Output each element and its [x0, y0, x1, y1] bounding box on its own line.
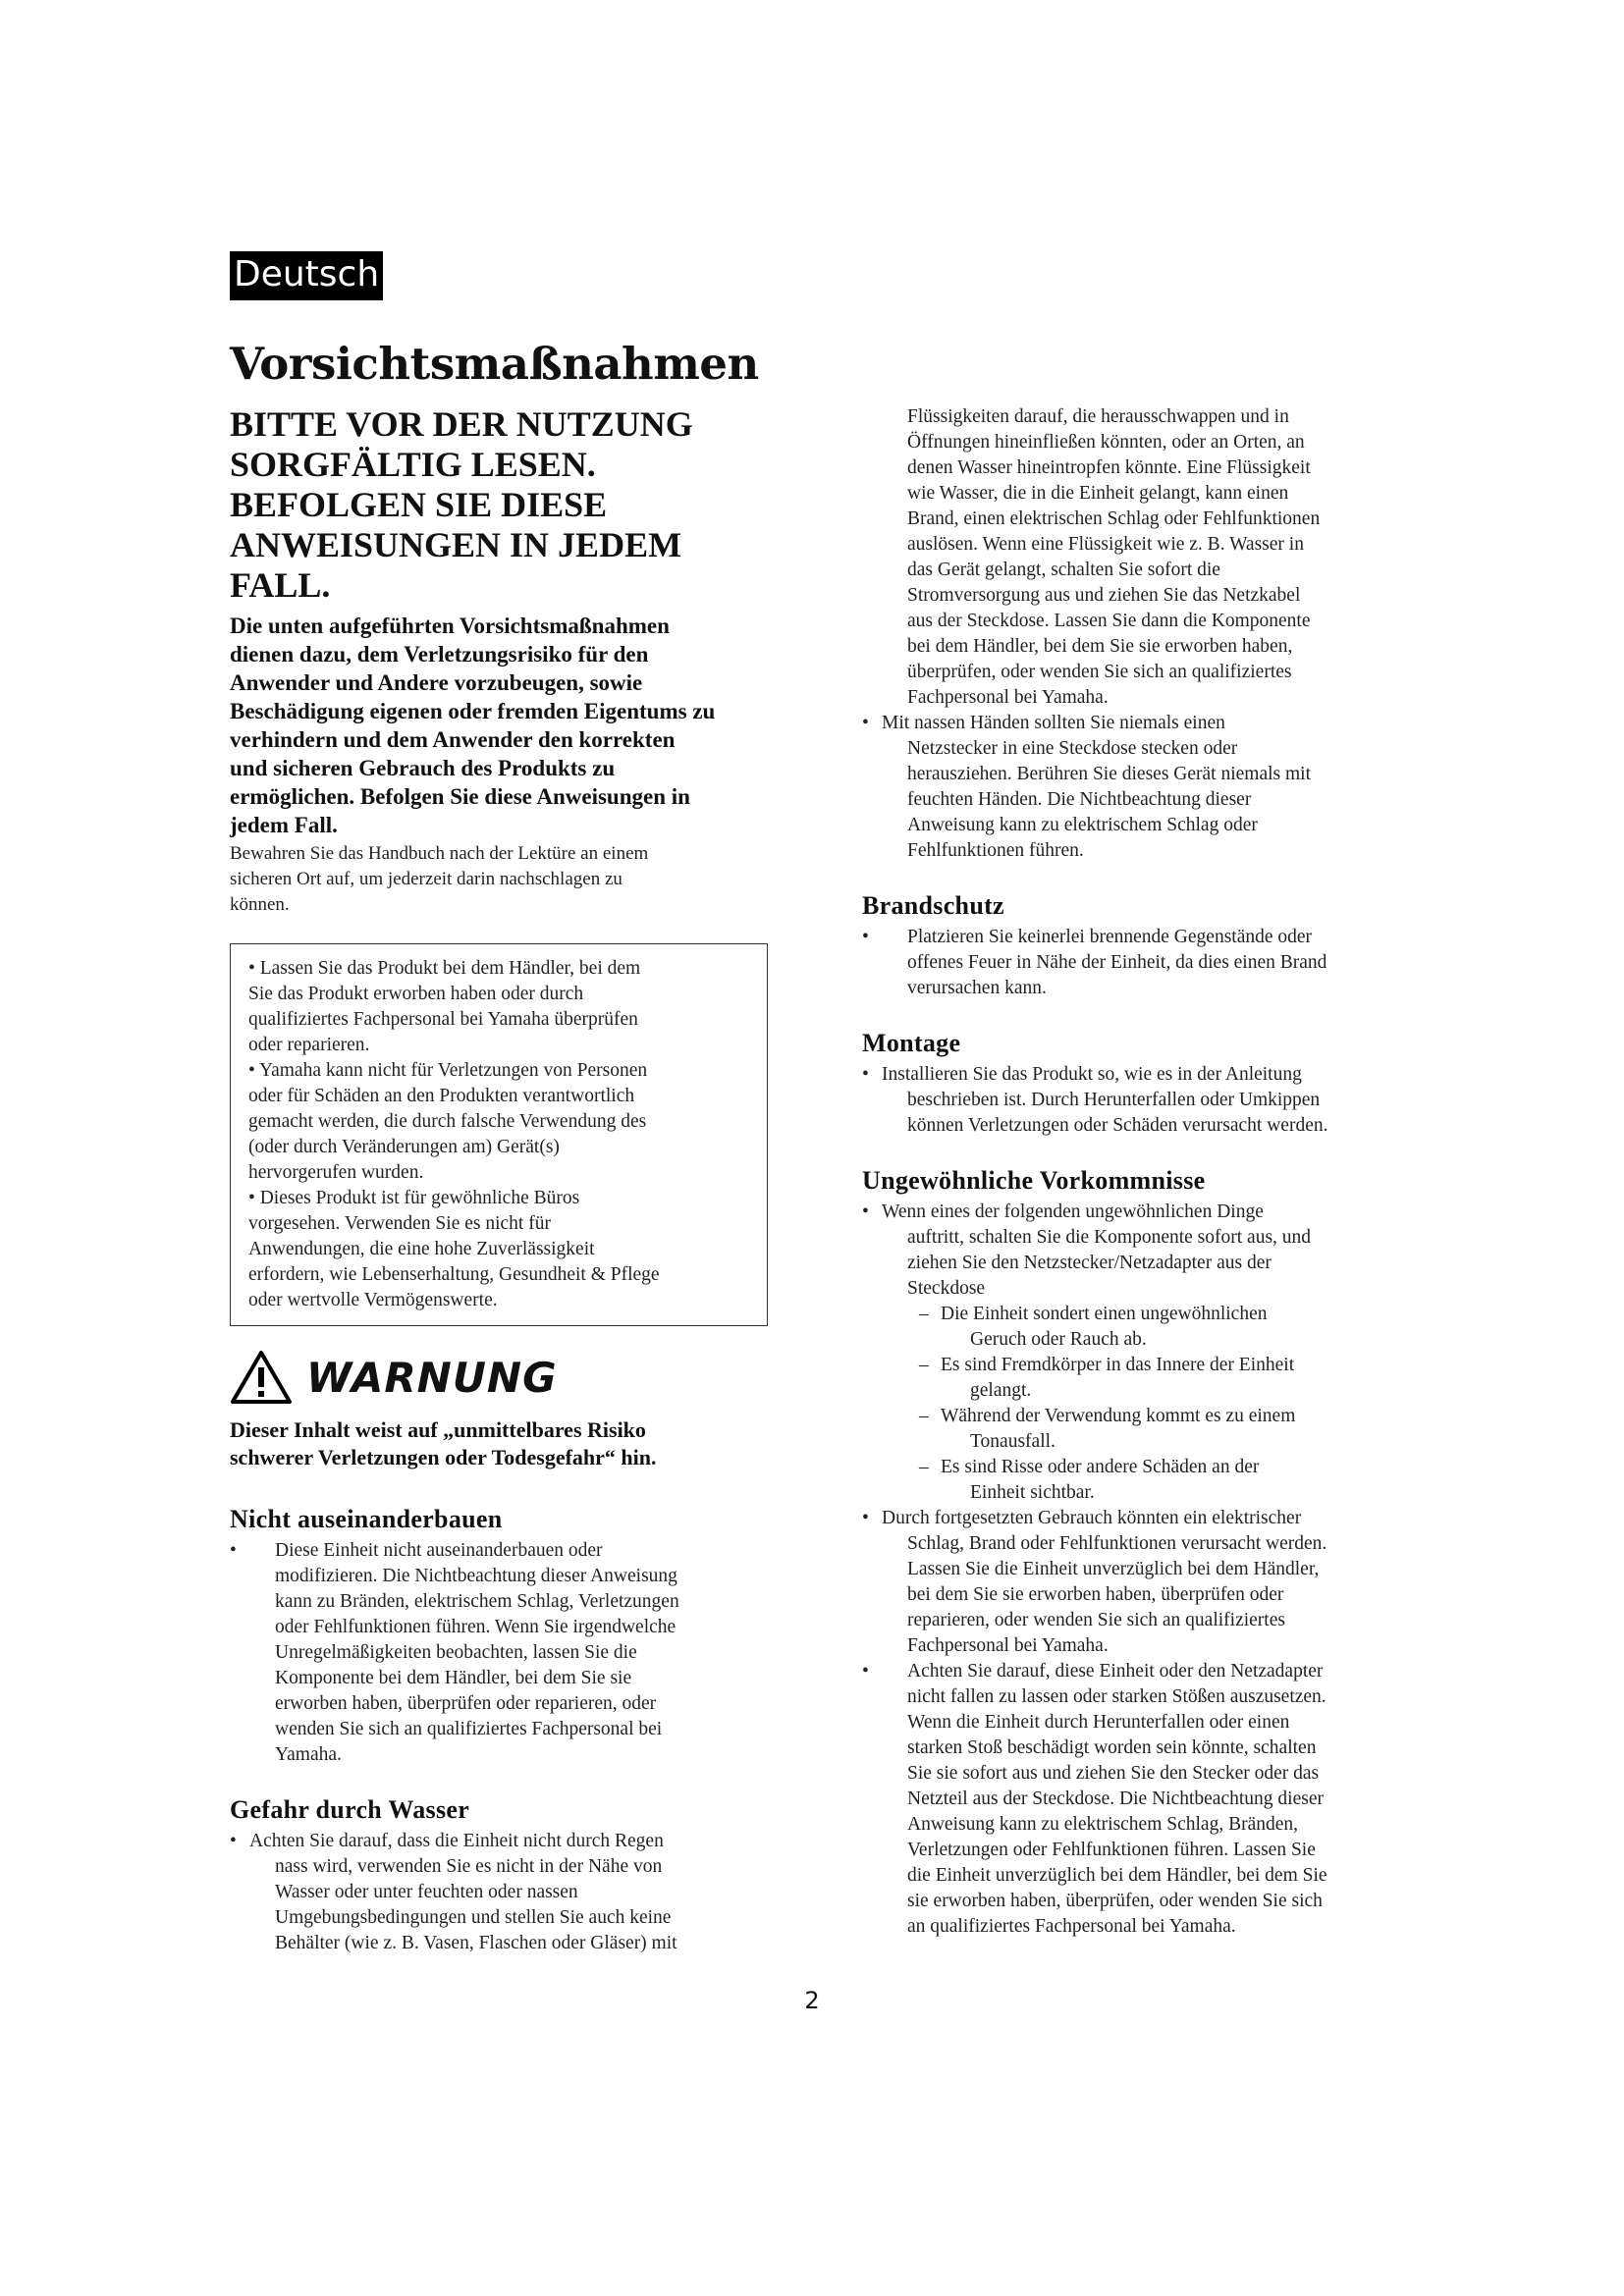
text-line: Brand, einen elektrischen Schlag oder Fehlfunktionen [907, 508, 1321, 529]
list-item [230, 1829, 780, 1956]
page-number: 2 [804, 1987, 820, 2014]
notice-line: oder wertvolle Vermögenswerte. [248, 1290, 498, 1310]
text-line: Komponente bei dem Händler, bei dem Sie sie [275, 1668, 632, 1688]
list-item-text [882, 1200, 1412, 1302]
notice-box [230, 943, 768, 1326]
text-line: Steckdose [907, 1278, 986, 1299]
sub-list-item [862, 1404, 1412, 1455]
text-line: nass wird, verwenden Sie es nicht in der Nähe von [275, 1856, 663, 1877]
text-line: Unregelmäßigkeiten beobachten, lassen Sie die [275, 1642, 637, 1663]
list-item [862, 1659, 1412, 1940]
list-item-text [249, 1829, 780, 1956]
text-line: offenes Feuer in Nähe der Einheit, da dies einen Brand [907, 952, 1327, 973]
warning-description [230, 1416, 780, 1471]
text-line: Während der Verwendung kommt es zu einem [941, 1406, 1296, 1426]
intro-line: Die unten aufgeführten Vorsichtsmaßnahmen [230, 614, 670, 638]
intro-line: verhindern und dem Anwender den korrekten [230, 727, 676, 752]
text-line: Fachpersonal bei Yamaha. [907, 1635, 1109, 1656]
text-line: Anweisung kann zu elektrischem Schlag, Bränden, [907, 1814, 1299, 1835]
notice-line: Anwendungen, die eine hohe Zuverlässigkeit [248, 1239, 595, 1259]
dash: – [919, 1355, 929, 1375]
bullet: • [862, 1064, 869, 1085]
text-line: überprüfen, oder wenden Sie sich an qualifiziertes [907, 662, 1292, 682]
text-line: gelangt. [970, 1380, 1032, 1401]
text-line: modifizieren. Die Nichtbeachtung dieser Anweisung [275, 1566, 677, 1586]
list-item-text [882, 1062, 1412, 1139]
text-line: Schlag, Brand oder Fehlfunktionen verursacht werden. [907, 1533, 1327, 1554]
text-line: Fachpersonal bei Yamaha. [907, 687, 1109, 708]
text-line: ziehen Sie den Netzstecker/Netzadapter aus der [907, 1253, 1272, 1273]
intro-line: ermöglichen. Befolgen Sie diese Anweisungen in [230, 784, 690, 809]
text-line: Es sind Fremdkörper in das Innere der Einheit [941, 1355, 1295, 1375]
note-line: Bewahren Sie das Handbuch nach der Lektüre an einem [230, 843, 649, 864]
section-title-mounting: Montage [862, 1029, 961, 1057]
read-carefully-heading [230, 404, 780, 606]
text-line: beschrieben ist. Durch Herunterfallen oder Umkippen [907, 1090, 1321, 1110]
notice-line: gemacht werden, die durch falsche Verwendung des [248, 1111, 647, 1132]
notice-line: Sie das Produkt erworben haben oder durch [248, 984, 584, 1004]
text-line: Mit nassen Händen sollten Sie niemals einen [882, 713, 1225, 733]
text-line: Einheit sichtbar. [970, 1482, 1095, 1503]
bullet: • [862, 927, 869, 947]
text-line: oder Fehlfunktionen führen. Wenn Sie irgendwelche [275, 1617, 677, 1637]
bullet: • [862, 1201, 869, 1222]
bullet: • [230, 1540, 237, 1561]
heading-line: FALL. [230, 565, 331, 605]
notice-line: • Yamaha kann nicht für Verletzungen von Personen [248, 1060, 648, 1081]
dash: – [919, 1457, 929, 1477]
warning-triangle-icon [230, 1350, 293, 1405]
text-line: wenden Sie sich an qualifiziertes Fachpersonal bei [275, 1719, 663, 1739]
sub-list-item [862, 1302, 1412, 1353]
heading-line: BITTE VOR DER NUTZUNG [230, 404, 693, 444]
dash: – [919, 1406, 929, 1426]
text-line: Anweisung kann zu elektrischem Schlag oder [907, 815, 1258, 835]
text-line: auftritt, schalten Sie die Komponente sofort aus, und [907, 1227, 1312, 1248]
text-line: feuchten Händen. Die Nichtbeachtung dieser [907, 789, 1252, 810]
text-line: kann zu Bränden, elektrischem Schlag, Verletzungen [275, 1591, 679, 1612]
text-line: Installieren Sie das Produkt so, wie es in der Anleitung [882, 1064, 1302, 1085]
text-line: bei dem Händler, bei dem Sie sie erworben haben, [907, 636, 1293, 657]
notice-line: vorgesehen. Verwenden Sie es nicht für [248, 1213, 551, 1234]
text-line: können Verletzungen oder Schäden verursacht werden. [907, 1115, 1328, 1136]
text-line: Durch fortgesetzten Gebrauch könnten ein elektrischer [882, 1508, 1302, 1528]
list-item-text [882, 711, 1412, 864]
text-line: Achten Sie darauf, dass die Einheit nicht durch Regen [249, 1831, 664, 1851]
list-item-text [907, 925, 1412, 1001]
text-line: auslösen. Wenn eine Flüssigkeit wie z. B. Wasser in [907, 534, 1304, 555]
warning-label: WARNUNG [306, 1353, 558, 1402]
sub-list-item [862, 1353, 1412, 1404]
notice-line: qualifiziertes Fachpersonal bei Yamaha überprüfen [248, 1009, 638, 1030]
note-line: sicheren Ort auf, um jederzeit darin nachschlagen zu [230, 869, 623, 889]
section-title-unusual: Ungewöhnliche Vorkommnisse [862, 1166, 1206, 1195]
list-item [862, 711, 1412, 864]
water-continued [862, 404, 1412, 711]
text-line: reparieren, oder wenden Sie sich an qualifiziertes [907, 1610, 1285, 1630]
notice-line: hervorgerufen wurden. [248, 1162, 424, 1183]
text-line: Wenn eines der folgenden ungewöhnlichen Dinge [882, 1201, 1264, 1222]
text-line: nicht fallen zu lassen oder starken Stößen auszusetzen. [907, 1686, 1326, 1707]
text-line: das Gerät gelangt, schalten Sie sofort die [907, 560, 1220, 580]
intro-paragraph [230, 612, 780, 839]
bullet: • [862, 713, 869, 733]
list-item-text [907, 1659, 1412, 1940]
notice-line: erfordern, wie Lebenserhaltung, Gesundheit & Pflege [248, 1264, 660, 1285]
list-item-text [882, 1506, 1412, 1659]
text-line: Sie sie sofort aus und ziehen Sie den Stecker oder das [907, 1763, 1320, 1784]
text-line: wie Wasser, die in die Einheit gelangt, kann einen [907, 483, 1289, 504]
text-line: bei dem Sie sie erworben haben, überprüfen oder [907, 1584, 1284, 1605]
bullet: • [862, 1661, 869, 1682]
notice-line: • Dieses Produkt ist für gewöhnliche Büros [248, 1188, 580, 1208]
bullet: • [862, 1508, 869, 1528]
text-line: Umgebungsbedingungen und stellen Sie auch keine [275, 1907, 672, 1928]
heading-line: BEFOLGEN SIE DIESE [230, 485, 608, 524]
bullet: • [230, 1831, 237, 1851]
text-line: Wenn die Einheit durch Herunterfallen oder einen [907, 1712, 1290, 1733]
list-item [230, 1538, 780, 1768]
text-line: Stromversorgung aus und ziehen Sie das Netzkabel [907, 585, 1301, 606]
note-line: können. [230, 894, 290, 915]
heading-line: SORGFÄLTIG LESEN. [230, 445, 596, 484]
text-line: Öffnungen hineinfließen könnten, oder an Orten, an [907, 432, 1305, 453]
text-line: Flüssigkeiten darauf, die herausschwappen und in [907, 406, 1289, 427]
text-line: Diese Einheit nicht auseinanderbauen oder [275, 1540, 603, 1561]
text-line: verursachen kann. [907, 978, 1047, 998]
list-item [862, 1200, 1412, 1302]
warning-banner [230, 1350, 780, 1405]
section-title-fire: Brandschutz [862, 891, 1004, 920]
sub-list-item [862, 1455, 1412, 1506]
text-line: denen Wasser hineintropfen könnte. Eine Flüssigkeit [907, 457, 1311, 478]
text-line: Geruch oder Rauch ab. [970, 1329, 1147, 1350]
text-line: sie erworben haben, überprüfen, oder wenden Sie sich [907, 1891, 1323, 1911]
text-line: Fehlfunktionen führen. [907, 840, 1084, 861]
text-line: an qualifiziertes Fachpersonal bei Yamaha. [907, 1916, 1236, 1937]
intro-line: Anwender und Andere vorzubeugen, sowie [230, 670, 643, 695]
intro-line: und sicheren Gebrauch des Produkts zu [230, 756, 616, 780]
page-title: Vorsichtsmaßnahmen [230, 338, 759, 390]
text-line: Behälter (wie z. B. Vasen, Flaschen oder Gläser) mit [275, 1933, 677, 1953]
intro-line: jedem Fall. [230, 813, 338, 837]
text-line: Es sind Risse oder andere Schäden an der [941, 1457, 1260, 1477]
list-item [862, 1506, 1412, 1659]
text-line: Tonausfall. [970, 1431, 1056, 1452]
warning-line: Dieser Inhalt weist auf „unmittelbares Risiko [230, 1417, 646, 1442]
notice-line: oder reparieren. [248, 1035, 370, 1055]
section-title-water: Gefahr durch Wasser [230, 1795, 470, 1824]
list-item [862, 1062, 1412, 1139]
text-line: starken Stoß beschädigt worden sein könnte, schalten [907, 1737, 1317, 1758]
text-line: die Einheit unverzüglich bei dem Händler, bei dem Sie [907, 1865, 1327, 1886]
intro-line: Beschädigung eigenen oder fremden Eigentums zu [230, 699, 716, 723]
text-line: Achten Sie darauf, diese Einheit oder den Netzadapter [907, 1661, 1324, 1682]
keep-manual-note [230, 841, 780, 918]
text-line: Wasser oder unter feuchten oder nassen [275, 1882, 578, 1902]
notice-line: • Lassen Sie das Produkt bei dem Händler, bei dem [248, 958, 641, 979]
text-line: herausziehen. Berühren Sie dieses Gerät niemals mit [907, 764, 1311, 784]
right-column [862, 404, 1412, 1940]
warning-line: schwerer Verletzungen oder Todesgefahr“ hin. [230, 1445, 657, 1469]
text-line: Netzteil aus der Steckdose. Die Nichtbeachtung dieser [907, 1789, 1324, 1809]
notice-line: (oder durch Veränderungen am) Gerät(s) [248, 1137, 560, 1157]
heading-line: ANWEISUNGEN IN JEDEM [230, 525, 682, 564]
text-line: Die Einheit sondert einen ungewöhnlichen [941, 1304, 1268, 1324]
text-line: aus der Steckdose. Lassen Sie dann die Komponente [907, 611, 1311, 631]
dash: – [919, 1304, 929, 1324]
text-line: Verletzungen oder Fehlfunktionen führen. Lassen Sie [907, 1840, 1316, 1860]
text-line: erworben haben, überprüfen oder reparieren, oder [275, 1693, 657, 1714]
notice-line: oder für Schäden an den Produkten verantwortlich [248, 1086, 635, 1106]
text-line: Netzstecker in eine Steckdose stecken oder [907, 738, 1238, 759]
language-tag: Deutsch [230, 251, 383, 300]
list-item-text [275, 1538, 780, 1768]
text-line: Yamaha. [275, 1744, 342, 1765]
section-title-disassemble: Nicht auseinanderbauen [230, 1505, 503, 1533]
text-line: Platzieren Sie keinerlei brennende Gegenstände oder [907, 927, 1313, 947]
text-line: Lassen Sie die Einheit unverzüglich bei dem Händler, [907, 1559, 1320, 1579]
intro-line: dienen dazu, dem Verletzungsrisiko für den [230, 642, 649, 667]
left-column [230, 404, 780, 1956]
list-item [862, 925, 1412, 1001]
